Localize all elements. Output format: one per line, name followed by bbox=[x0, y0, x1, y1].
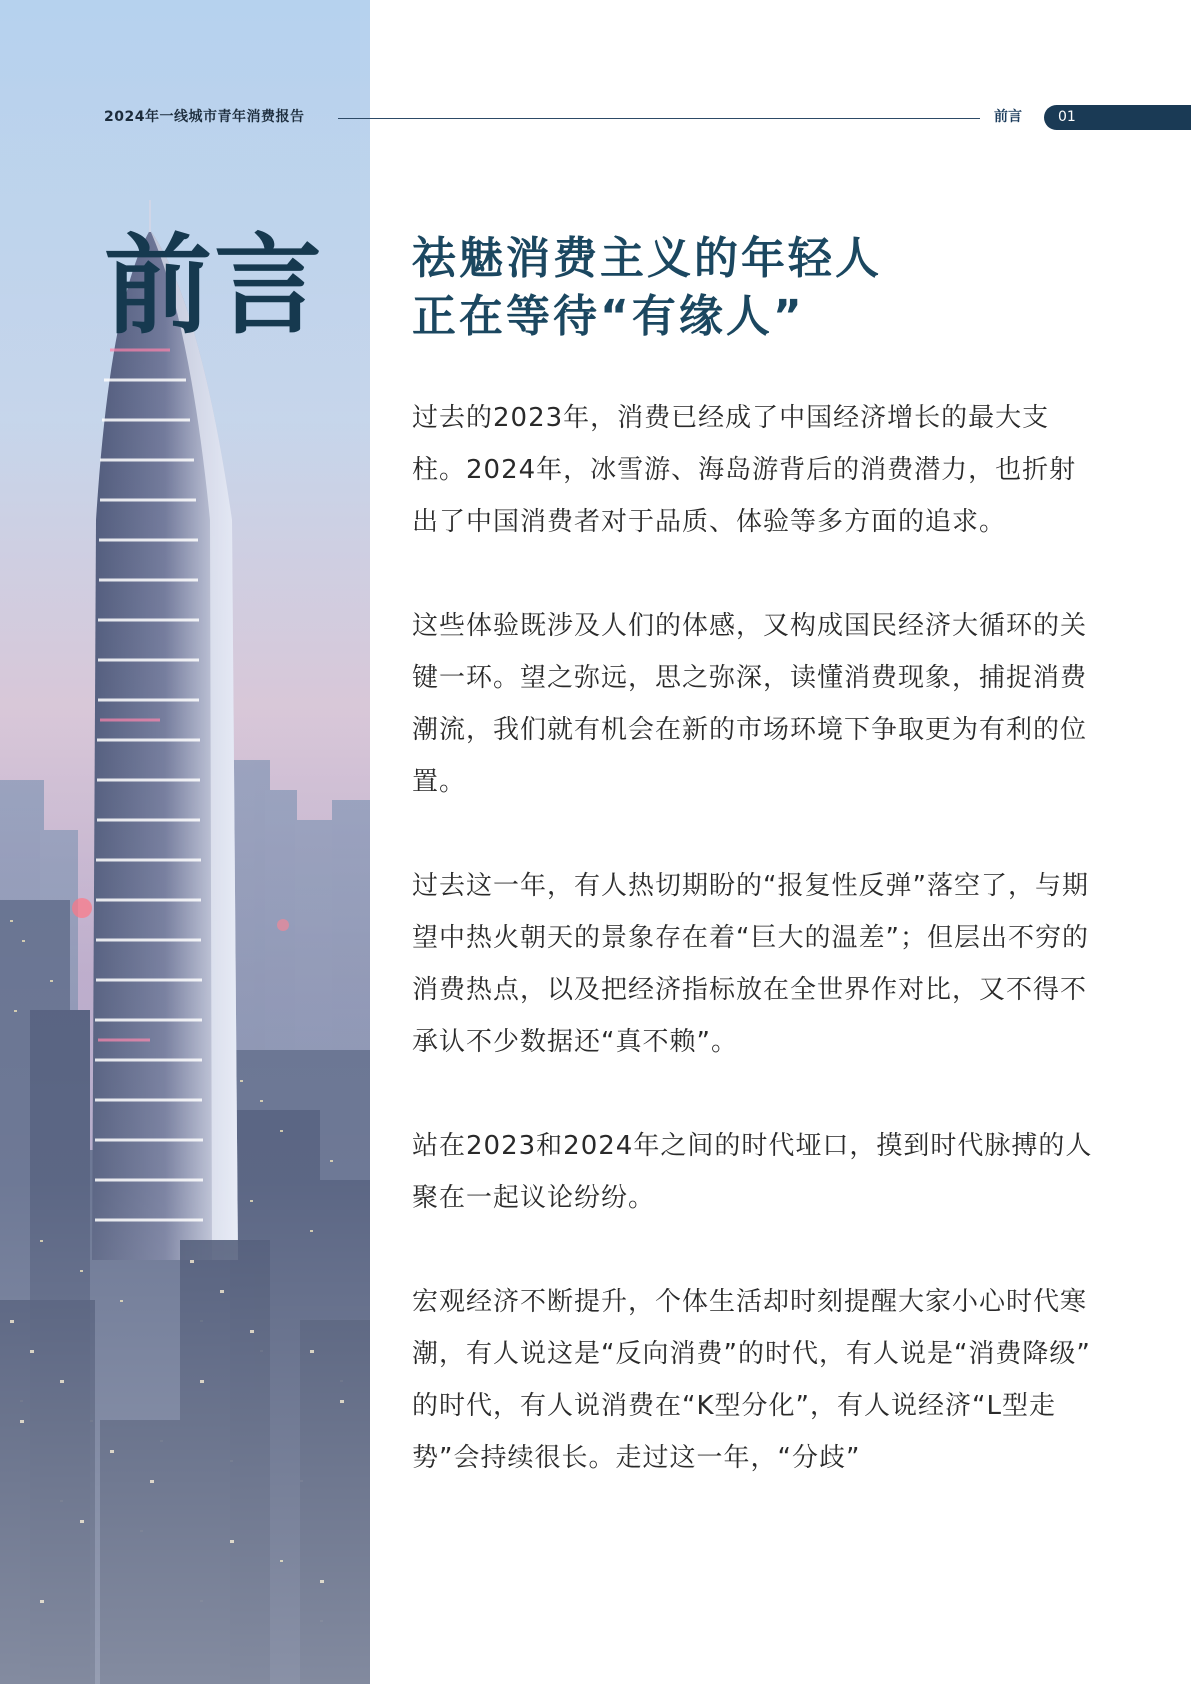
page-number-tab bbox=[1044, 105, 1191, 130]
subtitle bbox=[412, 230, 882, 346]
page-number: 01 bbox=[1058, 109, 1076, 125]
paragraph: 站在2023和2024年之间的时代垭口，摸到时代脉搏的人聚在一起议论纷纷。 bbox=[412, 1131, 1093, 1213]
report-title: 2024年一线城市青年消费报告 bbox=[104, 109, 305, 125]
section-label: 前言 bbox=[994, 109, 1022, 125]
paragraph: 过去这一年，有人热切期盼的“报复性反弹”落空了，与期望中热火朝天的景象存在着“巨大的温差”；但层出不穷的消费热点，以及把经济指标放在全世界作对比，又不得不承认不少数据还“真不赖”。 bbox=[412, 871, 1089, 1057]
subtitle-line-2: 正在等待“有缘人” bbox=[412, 291, 805, 342]
paragraph: 这些体验既涉及人们的体感，又构成国民经济大循环的关键一环。望之弥远，思之弥深，读懂消费现象，捕捉消费潮流，我们就有机会在新的市场环境下争取更为有利的位置。 bbox=[412, 611, 1088, 797]
page-title: 前言 bbox=[104, 224, 325, 349]
subtitle-line-1: 祛魅消费主义的年轻人 bbox=[412, 233, 882, 284]
header-divider bbox=[338, 118, 980, 119]
paragraph: 过去的2023年，消费已经成了中国经济增长的最大支柱。2024年，冰雪游、海岛游背后的消费潜力，也折射出了中国消费者对于品质、体验等多方面的追求。 bbox=[412, 403, 1077, 537]
paragraph: 宏观经济不断提升，个体生活却时刻提醒大家小心时代寒潮，有人说这是“反向消费”的时代，有人说是“消费降级” 的时代，有人说消费在“K型分化”，有人说经济“L型走势”会持续很长。走过这一年，“分歧” bbox=[412, 1287, 1091, 1473]
body-text bbox=[412, 392, 1098, 1536]
